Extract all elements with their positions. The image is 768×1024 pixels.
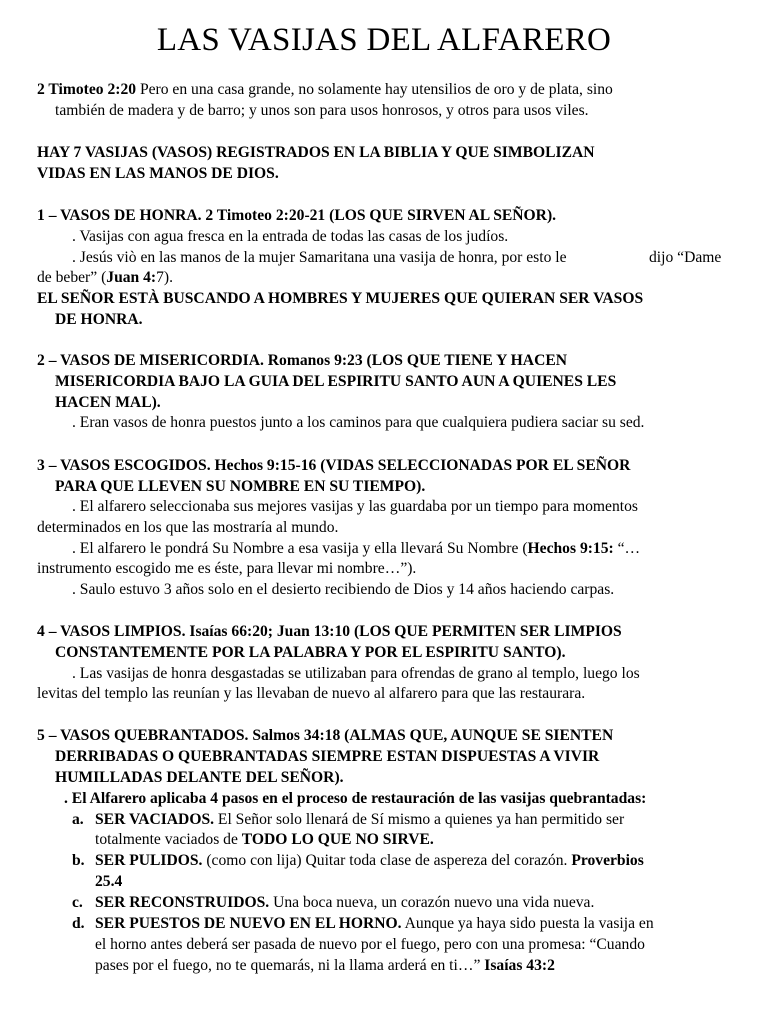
section-1-point-2: . Jesús viò en las manos de la mujer Samaritana una vasija de honra, por esto le (72, 249, 567, 266)
section-1-point-1: . Vasijas con agua fresca en la entrada de todas las casas de los judíos. (72, 228, 509, 245)
step-a-term: SER VACIADOS. (95, 811, 215, 828)
section-3-point-3: . Saulo estuvo 3 años solo en el desierto recibiendo de Dios y 14 años haciendo carpas. (72, 581, 615, 598)
step-d-marker: d. (72, 915, 85, 932)
step-c-term: SER RECONSTRUIDOS. (95, 894, 270, 911)
step-b-term: SER PULIDOS. (95, 852, 203, 869)
section-1-point-2-end: dijo “Dame (649, 249, 722, 266)
step-a-line-1: SER VACIADOS. El Señor solo llenará de Sí mismo a quienes ya han permitido ser (95, 811, 625, 828)
step-c-marker: c. (72, 894, 83, 911)
document-title: LAS VASIJAS DEL ALFARERO (156, 22, 612, 58)
intro-reference: 2 Timoteo 2:20 (37, 81, 137, 98)
section-4-heading-1: 4 – VASOS LIMPIOS. Isaías 66:20; Juan 13:10 (LOS QUE PERMITEN SER LIMPIOS (37, 623, 622, 640)
section-3-heading-1: 3 – VASOS ESCOGIDOS. Hechos 9:15-16 (VIDAS SELECCIONADAS POR EL SEÑOR (37, 457, 631, 474)
section-4-point-1-cont: levitas del templo las reunían y las llevaban de nuevo al alfarero para que las restaurara. (37, 685, 586, 702)
section-4-heading-2: CONSTANTEMENTE POR LA PALABRA Y POR EL ESPIRITU SANTO). (55, 644, 566, 661)
step-b-reference-cont: 25.4 (95, 873, 123, 890)
section-5-heading-3: HUMILLADAS DELANTE DEL SEÑOR). (55, 769, 344, 786)
section-5-heading-1: 5 – VASOS QUEBRANTADOS. Salmos 34:18 (ALMAS QUE, AUNQUE SE SIENTEN (37, 727, 614, 744)
section-1-emphasis-1: EL SEÑOR ESTÀ BUSCANDO A HOMBRES Y MUJERES QUE QUIERAN SER VASOS (37, 290, 644, 307)
section-4-point-1: . Las vasijas de honra desgastadas se utilizaban para ofrendas de grano al templo, luego los (72, 665, 640, 682)
section-3-point-1-cont: determinados en los que las mostraría al mundo. (37, 519, 339, 536)
step-c-line-1: SER RECONSTRUIDOS. Una boca nueva, un corazón nuevo una vida nueva. (95, 894, 595, 911)
section-5-heading-2: DERRIBADAS O QUEBRANTADAS SIEMPRE ESTAN DISPUESTAS A VIVIR (55, 748, 600, 765)
step-d-line-3: pases por el fuego, no te quemarás, ni la llama arderá en ti…” Isaías 43:2 (95, 957, 555, 974)
section-1-reference: Juan 4: (106, 269, 157, 286)
section-1-emphasis-2: DE HONRA. (55, 311, 143, 328)
heading-line-1: HAY 7 VASIJAS (VASOS) REGISTRADOS EN LA BIBLIA Y QUE SIMBOLIZAN (37, 144, 595, 161)
intro-text: Pero en una casa grande, no solamente hay utensilios de oro y de plata, sino (136, 81, 613, 98)
step-b-marker: b. (72, 852, 85, 869)
step-d-line-2: el horno antes deberá ser pasada de nuevo por el fuego, pero con una promesa: “Cuando (95, 936, 645, 953)
intro-line-2: también de madera y de barro; y unos son para usos honrosos, y otros para usos viles. (55, 102, 589, 119)
step-d-reference: Isaías 43:2 (484, 957, 555, 974)
step-a-marker: a. (72, 811, 84, 828)
section-2-heading-1: 2 – VASOS DE MISERICORDIA. Romanos 9:23 (LOS QUE TIENE Y HACEN (37, 352, 567, 369)
section-5-steps-intro: . El Alfarero aplicaba 4 pasos en el proceso de restauración de las vasijas quebrantadas: (64, 790, 647, 807)
section-3-point-2: . El alfarero le pondrá Su Nombre a esa vasija y ella llevará Su Nombre (Hechos 9:15: “… (72, 540, 641, 557)
section-3-point-1: . El alfarero seleccionaba sus mejores vasijas y las guardaba por un tiempo para momentos (72, 498, 638, 515)
step-d-line-1: SER PUESTOS DE NUEVO EN EL HORNO. Aunque ya haya sido puesta la vasija en (95, 915, 654, 932)
section-3-reference: Hechos 9:15: (527, 540, 614, 557)
section-1-point-2-cont: de beber” (Juan 4:7). (37, 269, 173, 286)
section-2-heading-3: HACEN MAL). (55, 394, 161, 411)
step-b-reference: Proverbios (571, 852, 644, 869)
intro-line-1 (37, 80, 613, 100)
step-b-line-1: SER PULIDOS. (como con lija) Quitar toda clase de aspereza del corazón. Proverbios (95, 852, 644, 869)
section-2-point-1: . Eran vasos de honra puestos junto a los caminos para que cualquiera pudiera saciar su sed. (72, 414, 645, 431)
section-1-heading: 1 – VASOS DE HONRA. 2 Timoteo 2:20-21 (LOS QUE SIRVEN AL SEÑOR). (37, 207, 557, 224)
section-3-heading-2: PARA QUE LLEVEN SU NOMBRE EN SU TIEMPO). (55, 478, 426, 495)
section-2-heading-2: MISERICORDIA BAJO LA GUIA DEL ESPIRITU SANTO AUN A QUIENES LES (55, 373, 617, 390)
step-d-term: SER PUESTOS DE NUEVO EN EL HORNO. (95, 915, 402, 932)
section-3-point-2-cont: instrumento escogido me es éste, para llevar mi nombre…”). (37, 560, 417, 577)
step-a-line-2: totalmente vaciados de TODO LO QUE NO SIRVE. (95, 831, 434, 848)
step-a-emphasis: TODO LO QUE NO SIRVE. (241, 831, 434, 848)
heading-line-2: VIDAS EN LAS MANOS DE DIOS. (37, 165, 279, 182)
